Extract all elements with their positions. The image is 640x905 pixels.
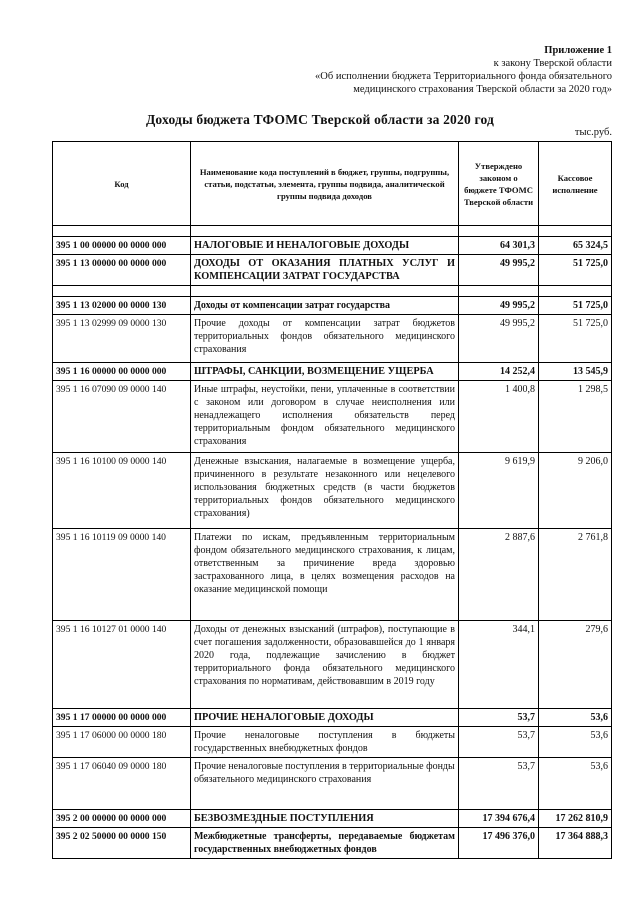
document-title: Доходы бюджета ТФОМС Тверской области за 2020 год bbox=[145, 112, 495, 127]
units-label: тыс.руб. bbox=[574, 127, 612, 138]
table-row: 395 1 13 02000 00 0000 130 Доходы от компенсации затрат государства 49 995,2 51 725,0 bbox=[53, 297, 612, 315]
table-row: 395 1 16 10119 09 0000 140 Платежи по искам, предъявленным территориальным фондом обязательного медицинского страхования, к лицам, ответственным за причинение вреда здоровью застрахованного лица, в целях возмещения расходов на оказание медицинской помощи 2 887,6 2 761,8 bbox=[53, 529, 612, 621]
appendix-law-ref: к закону Тверской области bbox=[493, 58, 612, 69]
header-name: Наименование кода поступлений в бюджет, группы, подгруппы, статьи, подстатьи, элемента, группы подвида, аналитической группы подвида доходов bbox=[191, 142, 459, 226]
table-row: 395 1 16 00000 00 0000 000 ШТРАФЫ, САНКЦИИ, ВОЗМЕЩЕНИЕ УЩЕРБА 14 252,4 13 545,9 bbox=[53, 363, 612, 381]
table-row: 395 1 17 00000 00 0000 000 ПРОЧИЕ НЕНАЛОГОВЫЕ ДОХОДЫ 53,7 53,6 bbox=[53, 709, 612, 727]
table-row: 395 1 13 00000 00 0000 000 ДОХОДЫ ОТ ОКАЗАНИЯ ПЛАТНЫХ УСЛУГ И КОМПЕНСАЦИИ ЗАТРАТ ГОСУДАРСТВА 49 995,2 51 725,0 bbox=[53, 255, 612, 286]
table-row: 395 1 17 06000 00 0000 180 Прочие неналоговые поступления в бюджеты государственных внебюджетных фондов 53,7 53,6 bbox=[53, 727, 612, 758]
appendix-law-title: «Об исполнении бюджета Территориального фонда обязательного bbox=[315, 71, 612, 82]
table-row: 395 1 16 10127 01 0000 140 Доходы от денежных взысканий (штрафов), поступающие в счет погашения задолженности, образовавшейся до 1 января 2020 года, подлежащие зачислению в бюджет территориального фонда обязательного медицинского страхования по нормативам, действовавшим в 2019 году 344,1 279,6 bbox=[53, 621, 612, 709]
table-row: 395 1 16 10100 09 0000 140 Денежные взыскания, налагаемые в возмещение ущерба, причиненного в результате незаконного или нецелевого использования бюджетных средств (в части бюджетов территориальных фондов обязательного медицинского страхования) 9 619,9 9 206,0 bbox=[53, 453, 612, 529]
table-row: 395 2 02 50000 00 0000 150 Межбюджетные трансферты, передаваемые бюджетам государственных внебюджетных фондов 17 496 376,0 17 364 888,3 bbox=[53, 828, 612, 859]
appendix-number: Приложение 1 bbox=[544, 45, 612, 56]
table-row: 395 1 00 00000 00 0000 000 НАЛОГОВЫЕ И НЕНАЛОГОВЫЕ ДОХОДЫ 64 301,3 65 324,5 bbox=[53, 237, 612, 255]
table-row: 395 1 13 02999 09 0000 130 Прочие доходы от компенсации затрат бюджетов территориальных фондов обязательного медицинского страхования 49 995,2 51 725,0 bbox=[53, 315, 612, 363]
table-row: 395 1 16 07090 09 0000 140 Иные штрафы, неустойки, пени, уплаченные в соответствии с законом или договором в случае неисполнения или ненадлежащего исполнения обязательств перед территориальным фондом обязательного медицинского страхования 1 400,8 1 298,5 bbox=[53, 381, 612, 453]
header-code: Код bbox=[53, 142, 191, 226]
appendix-law-title-cont: медицинского страхования Тверской области за 2020 год» bbox=[353, 84, 612, 95]
table-row: 395 2 00 00000 00 0000 000 БЕЗВОЗМЕЗДНЫЕ ПОСТУПЛЕНИЯ 17 394 676,4 17 262 810,9 bbox=[53, 810, 612, 828]
header-actual: Кассовое исполнение bbox=[539, 142, 612, 226]
revenue-table bbox=[52, 141, 612, 859]
appendix-header bbox=[232, 44, 612, 96]
header-approved: Утверждено законом о бюджете ТФОМС Тверской области bbox=[459, 142, 539, 226]
table-row: 395 1 17 06040 09 0000 180 Прочие неналоговые поступления в территориальные фонды обязательного медицинского страхования 53,7 53,6 bbox=[53, 758, 612, 810]
